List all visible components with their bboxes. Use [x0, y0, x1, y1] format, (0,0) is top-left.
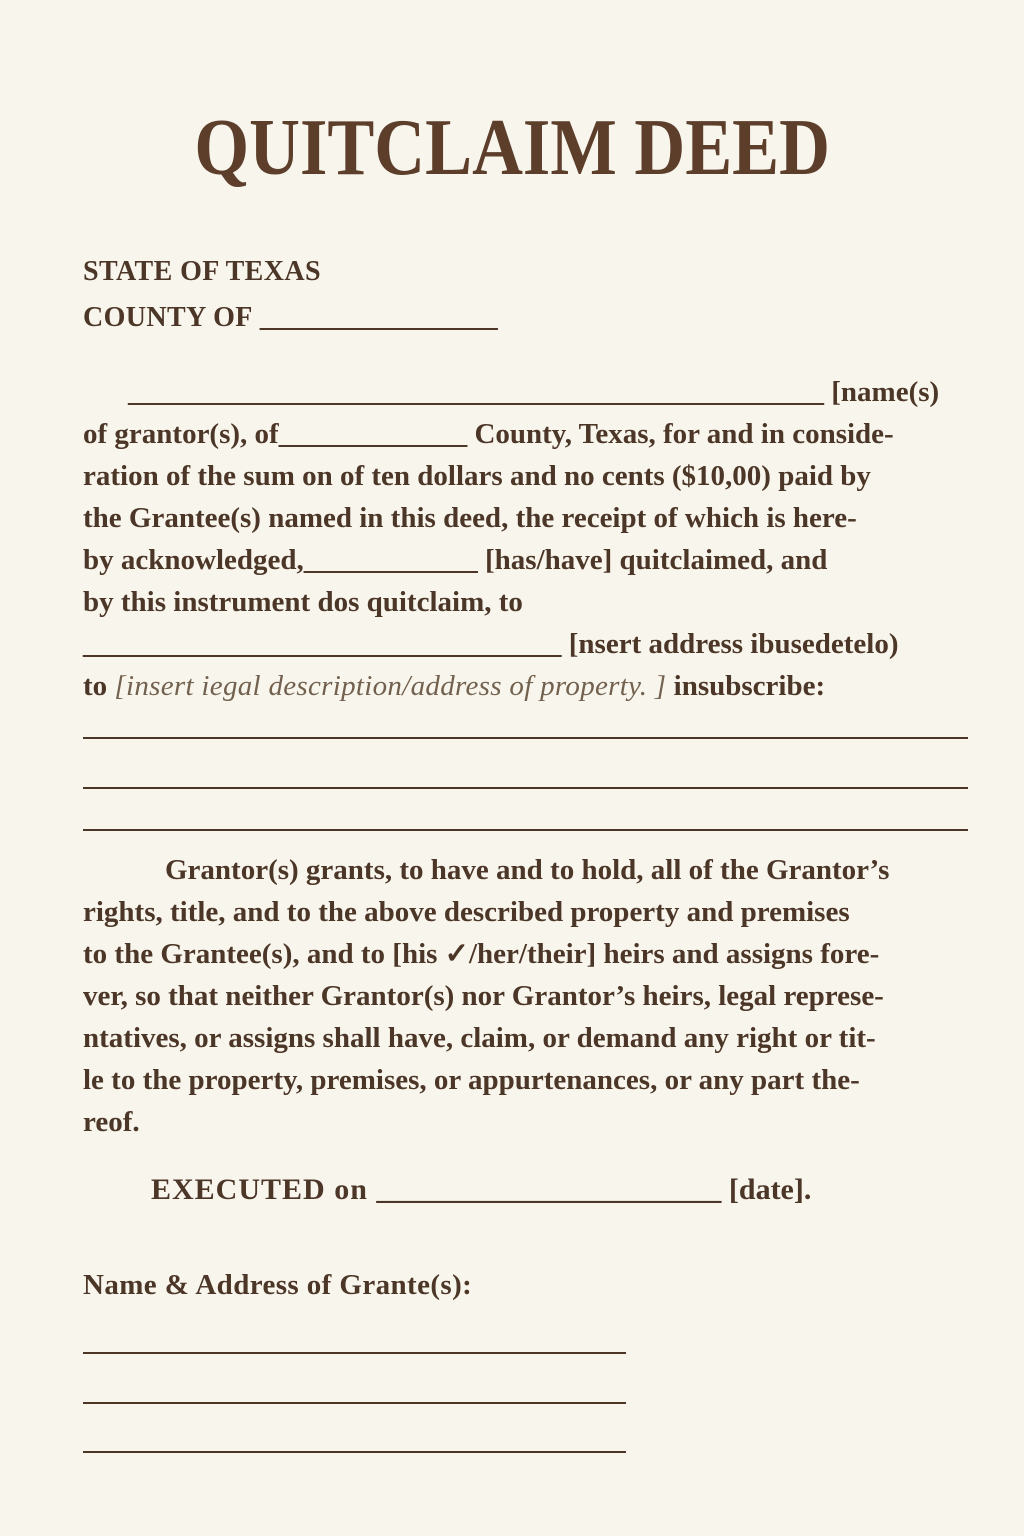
- insert-line-suffix: insubscribe:: [666, 669, 826, 702]
- blank-line: [83, 789, 968, 831]
- text-line: ntatives, or assigns shall have, claim, or demand any right or tit-: [83, 1021, 876, 1054]
- grantee-address-blank-lines: [83, 1307, 626, 1453]
- grantee-heading: Name & Address of Grante(s):: [83, 1268, 473, 1301]
- text-line: _________________________________ [nsert address ibusedetelo): [83, 627, 899, 660]
- text-line: the Grantee(s) named in this deed, the receipt of which is here-: [83, 501, 857, 534]
- document-title: QUITCLAIM DEED: [194, 104, 830, 192]
- insert-line-prefix: to: [83, 669, 115, 702]
- document-content: [0, 249, 1024, 1453]
- county-blank-field: _________________: [252, 301, 498, 333]
- property-description-blank-lines: [83, 707, 968, 831]
- jurisdiction-block: [83, 249, 968, 341]
- text-line: ________________________________________________ [name(s): [128, 375, 940, 408]
- insert-line-placeholder: [insert iegal description/address of property. ]: [114, 669, 667, 702]
- text-line: by acknowledged,____________ [has/have] quitclaimed, and: [83, 543, 828, 576]
- text-line: Grantor(s) grants, to have and to hold, all of the Grantor’s: [165, 853, 890, 886]
- granting-paragraph: [83, 371, 968, 665]
- text-line: ration of the sum on of ten dollars and no cents ($10,00) paid by: [83, 459, 871, 492]
- text-line: of grantor(s), of_____________ County, Texas, for and in conside-: [83, 417, 894, 450]
- text-line: reof.: [83, 1105, 140, 1138]
- legal-description-line: [83, 665, 968, 707]
- blank-line: [83, 707, 968, 739]
- text-line: rights, title, and to the above described property and premises: [83, 895, 850, 928]
- executed-label: EXECUTED on: [151, 1172, 377, 1206]
- blank-line: [83, 1404, 626, 1453]
- state-line: STATE OF TEXAS: [83, 255, 321, 287]
- text-line: ver, so that neither Grantor(s) nor Grantor’s heirs, legal represe-: [83, 979, 884, 1012]
- text-line: by this instrument dos quitclaim, to: [83, 585, 523, 618]
- executed-line: [83, 1169, 968, 1211]
- county-label: COUNTY OF: [83, 301, 253, 333]
- county-line: [83, 295, 968, 341]
- title-area: [0, 0, 1024, 191]
- executed-suffix: [date].: [721, 1172, 812, 1206]
- blank-line: [83, 1307, 626, 1354]
- blank-line: [83, 1354, 626, 1404]
- text-line: le to the property, premises, or appurtenances, or any part the-: [83, 1063, 860, 1096]
- habendum-paragraph: [83, 849, 968, 1143]
- text-line: to the Grantee(s), and to [his ✓/her/their] heirs and assigns fore-: [83, 937, 880, 970]
- blank-line: [83, 739, 968, 789]
- executed-date-blank: _______________________: [376, 1172, 722, 1206]
